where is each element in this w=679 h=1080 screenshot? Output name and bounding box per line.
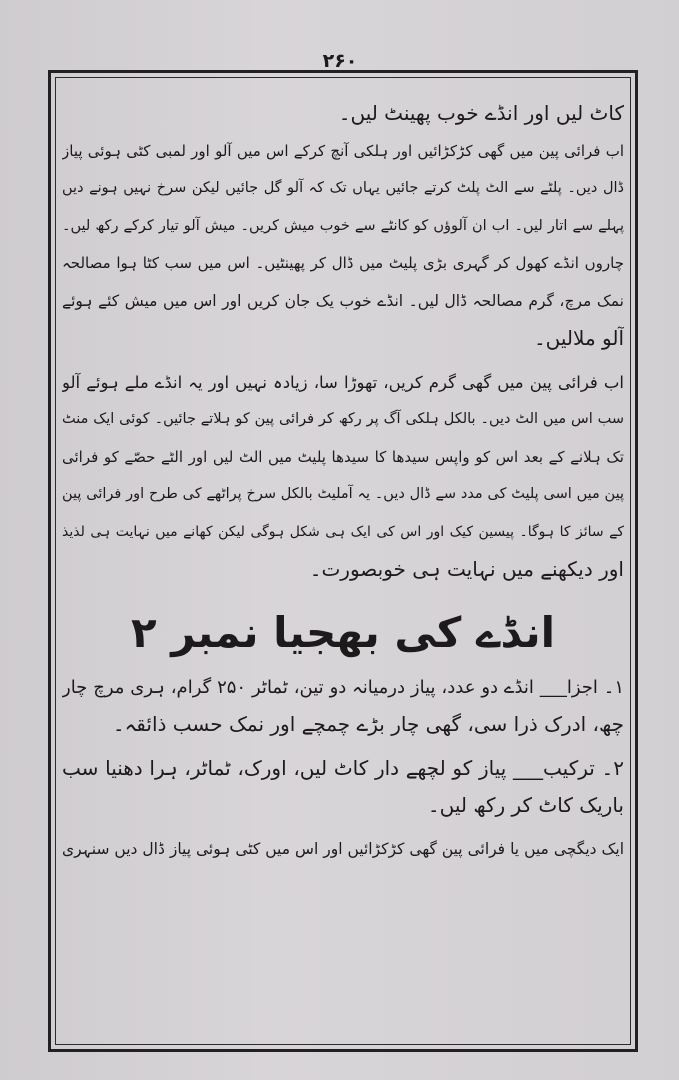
method-line: ایک دیگچی میں یا فرائی پین گھی کڑکڑائیں اور اس میں کٹی ہوئی پیاز ڈال دیں سنہری: [62, 839, 624, 858]
text-line: آلو ملالیں۔: [533, 326, 624, 350]
page-text: [62, 95, 624, 1015]
ingredients-line: ۱۔ اجزا___ انڈے دو عدد، پیاز درمیانہ دو تین، ٹماٹر ۲۵۰ گرام، ہری مرچ چار: [62, 676, 624, 698]
method-line: باریک کاٹ کر رکھ لیں۔: [427, 793, 624, 817]
text-line: اب فرائی پین میں گھی کڑکڑائیں اور ہلکی آنچ کرکے اس میں آلو اور لمبی کٹی ہوئی پیاز: [62, 141, 624, 160]
text-line: پہلے سے اتار لیں۔ اب ان آلوؤں کو کانٹے سے خوب میش کریں۔ میش آلو تیار کرکے رکھ لیں۔: [62, 217, 624, 234]
recipe-heading: انڈے کی بھجیا نمبر ۲: [131, 607, 555, 657]
text-line: کاٹ لیں اور انڈے خوب پھینٹ لیں۔: [338, 101, 624, 125]
method-line: ۲۔ ترکیب___ پیاز کو لچھے دار کاٹ لیں، اورک، ٹماٹر، ہرا دھنیا سب: [62, 755, 624, 780]
text-line: تک ہلانے کے بعد اس کو واپس سیدھا کا سیدھا پلیٹ میں الٹ لیں اور الٹے حصّے کو فرائی: [62, 447, 624, 466]
text-line: ڈال دیں۔ پلٹے سے الٹ پلٹ کرتے جائیں یہاں تک کہ آلو گل جائیں لیکن سرخ نہیں ہونے دیں: [62, 180, 624, 196]
text-line: اب فرائی پین میں گھی گرم کریں، تھوڑا سا، زیادہ نہیں اور یہ انڈے ملے ہوئے آلو: [62, 372, 624, 392]
text-line: سب اس میں الٹ دیں۔ بالکل ہلکی آگ پر رکھ کر فرائی پین کو ہلاتے جائیں۔ کوئی ایک منٹ: [62, 411, 624, 427]
text-line: کے سائز کا ہوگا۔ پیسین کیک اور اس کی ایک ہی شکل ہوگی لیکن کھانے میں نہایت ہی لذیذ: [62, 523, 624, 540]
text-line: اور دیکھنے میں نہایت ہی خوبصورت۔: [309, 557, 624, 581]
text-line: نمک مرچ، گرم مصالحہ ڈال لیں۔ انڈے خوب یک جان کریں اور اس میں میش کئے ہوئے: [62, 291, 624, 310]
text-line: چاروں انڈے کھول کر گہری بڑی پلیٹ میں ڈال کر پھینٹیں۔ اس میں سب کٹا ہوا مصالحہ: [62, 254, 624, 272]
page-number: ۲۶۰: [322, 50, 358, 72]
text-line: پین میں اسی پلیٹ کی مدد سے ڈال دیں۔ یہ آملیٹ بالکل سرخ پراٹھے کی طرح اور فرائی پین: [62, 486, 624, 502]
ingredients-line: چھ، ادرک ذرا سی، گھی چار بڑے چمچے اور نمک حسب ذائقہ۔: [112, 712, 624, 736]
